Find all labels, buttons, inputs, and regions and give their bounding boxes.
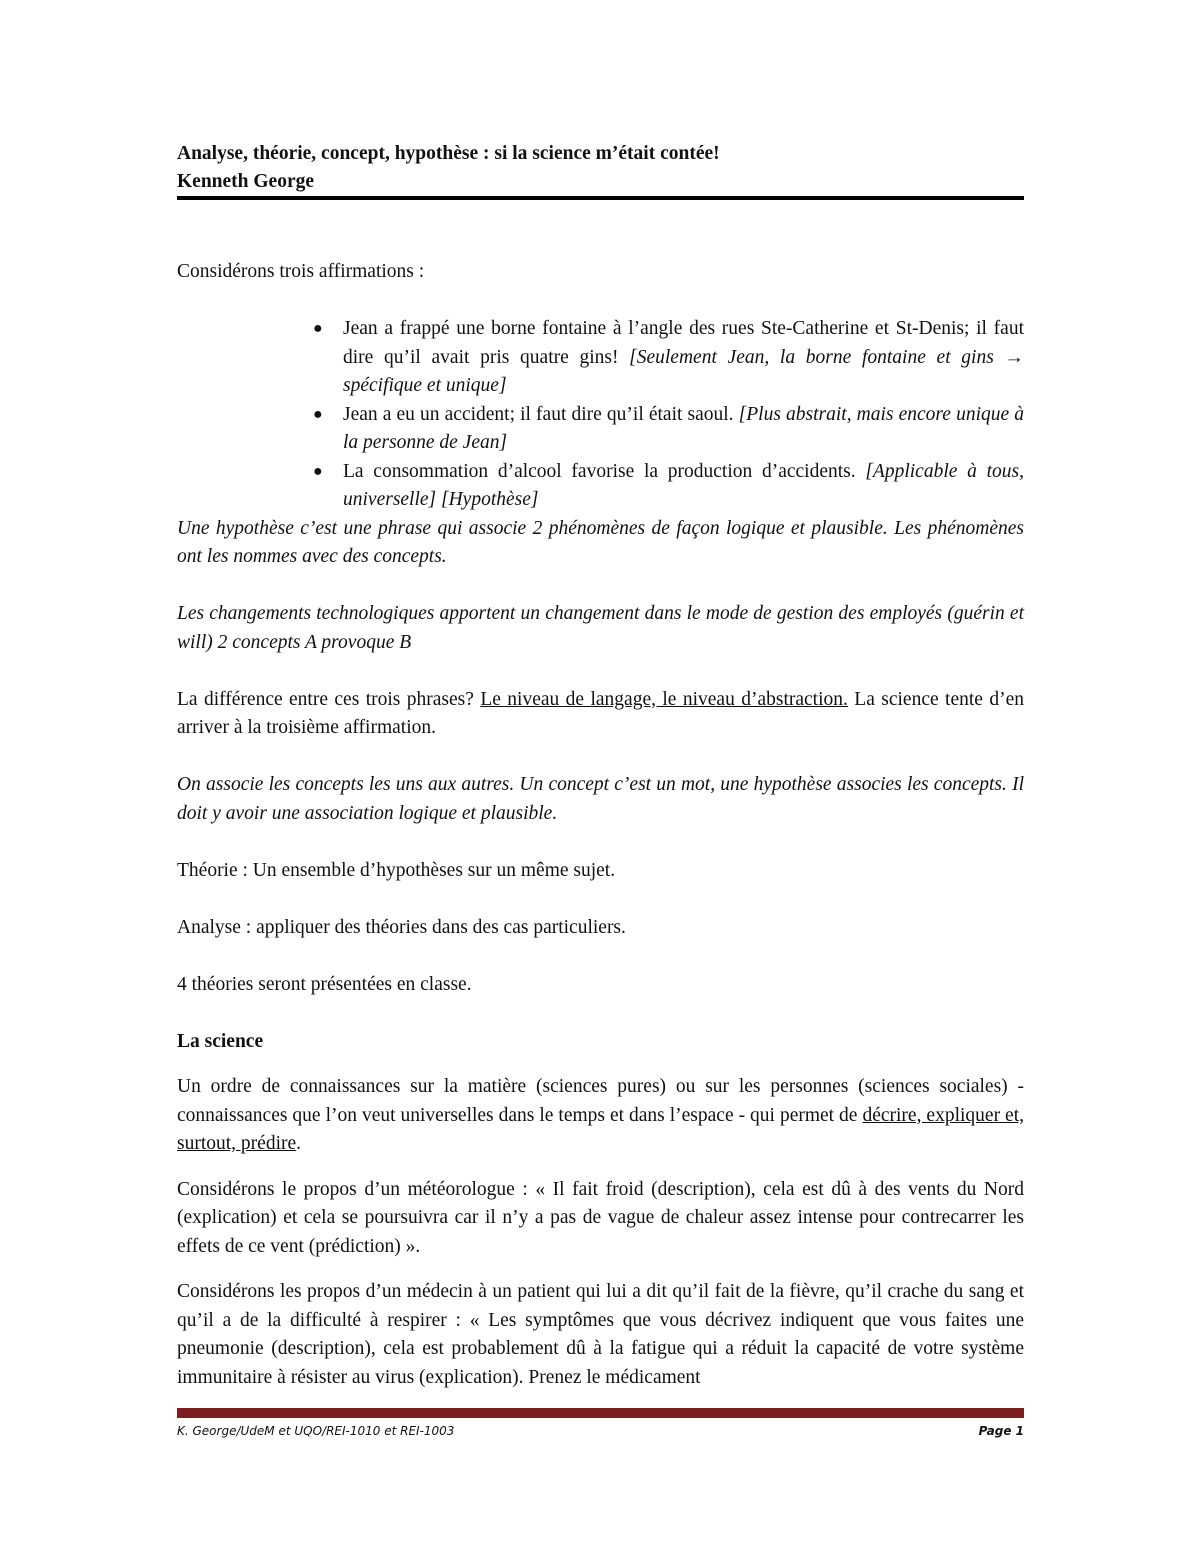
concepts-note: On associe les concepts les uns aux autres. Un concept c’est un mot, une hypothèse associes les concepts. Il doit y avoir une association logique et plausible. [177,774,1024,824]
bullet-note: [Applicable à tous, universelle] [Hypothèse] [343,460,1024,510]
document-author: Kenneth George [177,171,315,192]
medecin-paragraph: Considérons les propos d’un médecin à un patient qui lui a dit qu’il fait de la fièvre, qu’il crache du sang et qu’il a de la difficulté à respirer : « Les symptômes que vous décrivez indiquent que vous faites une pneumonie (description), cela est probablement dû à la fatigue qui a réduit la capacité de votre système immunitaire à résister au virus (explication). Prenez le médicament [177,1281,1024,1388]
hypothese-note: Une hypothèse c’est une phrase qui associe 2 phénomènes de façon logique et plausible. Les phénomènes ont les nommes avec des concepts. [177,517,1024,567]
bullet-note: [Plus abstrait, mais encore unique à la personne de Jean] [343,403,1024,453]
page-number: Page 1 [978,1424,1024,1438]
difference-underlined: Le niveau de langage, le niveau d’abstraction. [480,688,848,710]
science-definition-end: . [296,1133,302,1154]
document-title: Analyse, théorie, concept, hypothèse : si la science m’était contée! [177,143,720,164]
changements-note: Les changements technologiques apportent un changement dans le mode de gestion des employés (guérin et will) 2 concepts A provoque B [177,603,1024,653]
difference-text-after: La science tente d’en arriver à la troisième affirmation. [177,688,1024,738]
theorie-paragraph: Théorie : Un ensemble d’hypothèses sur un même sujet. [177,859,616,881]
footer-left: K. George/UdeM et UQO/REI-1010 et REI-1003 [177,1424,455,1438]
bullet-note: [Seulement Jean, la borne fontaine et gins → spécifique et unique] [343,346,1024,396]
bullet-text: La consommation d’alcool favorise la production d’accidents. [343,460,866,482]
list-item [177,315,1024,401]
analyse-paragraph: Analyse : appliquer des théories dans des cas particuliers. [177,916,626,938]
bullet-text: Jean a eu un accident; il faut dire qu’il était saoul. [343,403,739,425]
science-definition-underlined: décrire, expliquer et, surtout, prédire [177,1104,1024,1154]
header-rule [177,196,1024,200]
difference-paragraph [177,686,1024,743]
theories-count-paragraph: 4 théories seront présentées en classe. [177,973,472,995]
list-item [177,401,1024,458]
intro-paragraph: Considérons trois affirmations : [177,261,425,282]
footer-rule [177,1408,1024,1418]
document-body [177,258,1024,1392]
bullet-icon: ● [313,320,323,337]
bullet-text: Jean a frappé une borne fontaine à l’angle des rues Ste-Catherine et St-Denis; il faut dire qu’il avait pris quatre gins! [343,318,1024,368]
section-title: La science [177,1030,264,1052]
list-item [177,458,1024,515]
science-definition-text: Un ordre de connaissances sur la matière (sciences pures) ou sur les personnes (sciences sociales) - connaissances que l’on veut universelles dans le temps et dans l’espace - qui permet de [177,1076,1024,1126]
bullet-icon: ● [313,405,323,423]
page-footer [177,1424,1024,1438]
affirmations-list [177,315,1024,515]
bullet-icon: ● [313,462,323,480]
meteorologue-paragraph: Considérons le propos d’un météorologue : « Il fait froid (description), cela est dû à des vents du Nord (explication) et cela se poursuivra car il n’y a pas de vague de chaleur assez intense pour contrecarrer les effets de ce vent (prédiction) ». [177,1178,1024,1257]
difference-text: La différence entre ces trois phrases? [177,688,481,710]
document-header [177,140,1024,196]
science-definition [177,1073,1024,1159]
